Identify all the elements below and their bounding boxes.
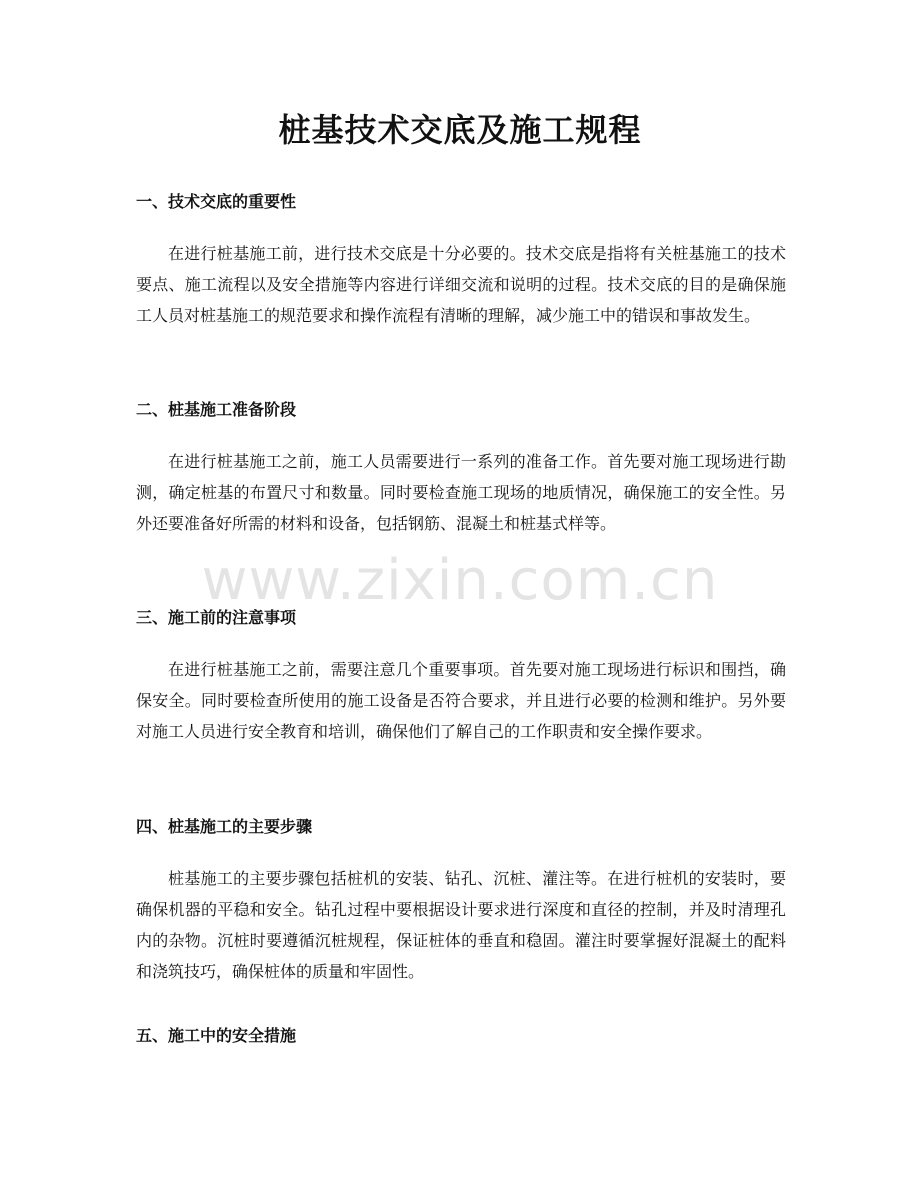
section-heading: 五、施工中的安全措施 [136,1026,297,1045]
watermark: www.zixin.com.cn [201,548,719,613]
document-title: 桩基技术交底及施工规程 [278,111,642,149]
section-main-steps [136,815,786,987]
section-heading: 一、技术交底的重要性 [136,192,297,211]
section-importance [136,190,786,331]
section-safety-measures [136,1024,786,1048]
section-paragraph: 在进行桩基施工前，进行技术交底是十分必要的。技术交底是指将有关桩基施工的技术要点、施工流程以及安全措施等内容进行详细交流和说明的过程。技术交底的目的是确保施工人员对桩基施工的规范要求和操作流程有清晰的理解，减少施工中的错误和事故发生。 [136,244,786,325]
section-heading: 四、桩基施工的主要步骤 [136,817,313,836]
section-paragraph: 在进行桩基施工之前，需要注意几个重要事项。首先要对施工现场进行标识和围挡，确保安全。同时要检查所使用的施工设备是否符合要求，并且进行必要的检测和维护。另外要对施工人员进行安全教育和培训，确保他们了解自己的工作职责和安全操作要求。 [136,660,786,741]
section-preparation [136,398,786,539]
section-precautions [136,606,786,747]
section-heading: 三、施工前的注意事项 [136,608,297,627]
section-paragraph: 在进行桩基施工之前，施工人员需要进行一系列的准备工作。首先要对施工现场进行勘测，确定桩基的布置尺寸和数量。同时要检查施工现场的地质情况，确保施工的安全性。另外还要准备好所需的材料和设备，包括钢筋、混凝土和桩基式样等。 [136,452,786,533]
section-heading: 二、桩基施工准备阶段 [136,400,297,419]
section-paragraph: 桩基施工的主要步骤包括桩机的安装、钻孔、沉桩、灌注等。在进行桩机的安装时，要确保机器的平稳和安全。钻孔过程中要根据设计要求进行深度和直径的控制，并及时清理孔内的杂物。沉桩时要遵循沉桩规程，保证桩体的垂直和稳固。灌注时要掌握好混凝土的配料和浇筑技巧，确保桩体的质量和牢固性。 [136,869,786,981]
